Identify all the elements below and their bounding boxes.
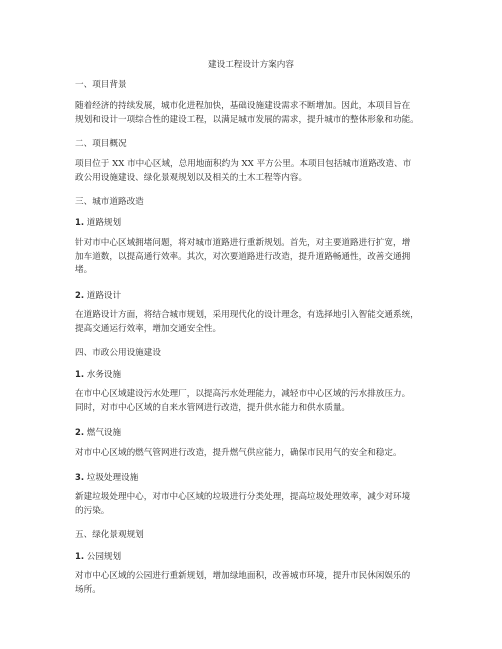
paragraph-park bbox=[75, 570, 435, 597]
section-heading-road: 三、城市道路改造 bbox=[75, 197, 144, 207]
paragraph-line: 同时，对市中心区域的自来水管网进行改造，提升供水能力和供水质量。 bbox=[75, 402, 351, 413]
subheading-water bbox=[75, 368, 435, 383]
paragraph-line: 在市中心区域建设污水处理厂，以提高污水处理能力，减轻市中心区域的污水排放压力。 bbox=[75, 389, 411, 399]
paragraph-water bbox=[75, 388, 435, 415]
paragraph-line: 的污染。 bbox=[75, 505, 110, 516]
item-number: 1. bbox=[75, 217, 85, 227]
paragraph-line: 针对市中心区域拥堵问题，将对城市道路进行重新规划。首先，对主要道路进行扩宽，增 bbox=[75, 238, 411, 248]
document-title: 建设工程设计方案内容 bbox=[208, 60, 294, 70]
subheading-text: 公园规划 bbox=[84, 552, 122, 562]
item-number: 1. bbox=[75, 369, 85, 379]
subheading-road-planning bbox=[75, 216, 435, 231]
subheading-park bbox=[75, 550, 435, 565]
paragraph-line: 场所。 bbox=[75, 584, 101, 595]
paragraph-line: 在道路设计方面，将结合城市规划，采用现代化的设计理念，有选择地引入智能交通系统， bbox=[75, 310, 419, 320]
paragraph-line: 对市中心区域的公园进行重新规划，增加绿地面积，改善城市环境，提升市民休闲娱乐的 bbox=[75, 571, 411, 581]
paragraph-line: 项目位于 XX 市中心区域，总用地面积约为 XX 平方公里。本项目包括城市道路改造、市 bbox=[75, 159, 412, 169]
section-heading-overview: 二、项目概况 bbox=[75, 139, 127, 149]
subheading-text: 燃气设施 bbox=[84, 428, 122, 438]
paragraph-line: 对市中心区域的燃气管网进行改造，提升燃气供应能力，确保市民用气的安全和稳定。 bbox=[75, 448, 402, 458]
subheading-text: 水务设施 bbox=[84, 370, 122, 380]
subheading-gas bbox=[75, 426, 435, 441]
paragraph-waste bbox=[75, 491, 435, 518]
item-number: 2. bbox=[75, 427, 85, 437]
paragraph-line: 政公用设施建设、绿化景观规划以及相关的土木工程等内容。 bbox=[75, 172, 308, 183]
section-heading-background: 一、项目背景 bbox=[75, 80, 127, 90]
paragraph-overview bbox=[75, 158, 435, 185]
paragraph-gas bbox=[75, 447, 435, 461]
subheading-text: 垃圾处理设施 bbox=[84, 473, 139, 483]
paragraph-line: 提高交通运行效率，增加交通安全性。 bbox=[75, 323, 222, 334]
item-number: 1. bbox=[75, 551, 85, 561]
subheading-text: 道路设计 bbox=[84, 291, 122, 301]
paragraph-road-planning bbox=[75, 237, 435, 278]
paragraph-background bbox=[75, 100, 435, 127]
subheading-text: 道路规划 bbox=[84, 218, 122, 228]
paragraph-line: 加车道数，以提高通行效率。其次，对次要道路进行改造，提升道路畅通性，改善交通拥 bbox=[75, 251, 411, 262]
section-heading-greening: 五、绿化景观规划 bbox=[75, 530, 144, 540]
paragraph-road-design bbox=[75, 309, 435, 336]
paragraph-line: 堵。 bbox=[75, 265, 93, 275]
item-number: 2. bbox=[75, 290, 85, 300]
subheading-waste bbox=[75, 471, 435, 486]
paragraph-line: 随着经济的持续发展，城市化进程加快，基础设施建设需求不断增加。因此，本项目旨在 bbox=[75, 101, 411, 111]
paragraph-line: 规划和设计一项综合性的建设工程，以满足城市发展的需求，提升城市的整体形象和功能。 bbox=[75, 114, 419, 125]
item-number: 3. bbox=[75, 472, 85, 482]
subheading-road-design bbox=[75, 289, 435, 304]
section-heading-utilities: 四、市政公用设施建设 bbox=[75, 348, 161, 358]
paragraph-line: 新建垃圾处理中心，对市中心区域的垃圾进行分类处理，提高垃圾处理效率，减少对环境 bbox=[75, 492, 411, 502]
